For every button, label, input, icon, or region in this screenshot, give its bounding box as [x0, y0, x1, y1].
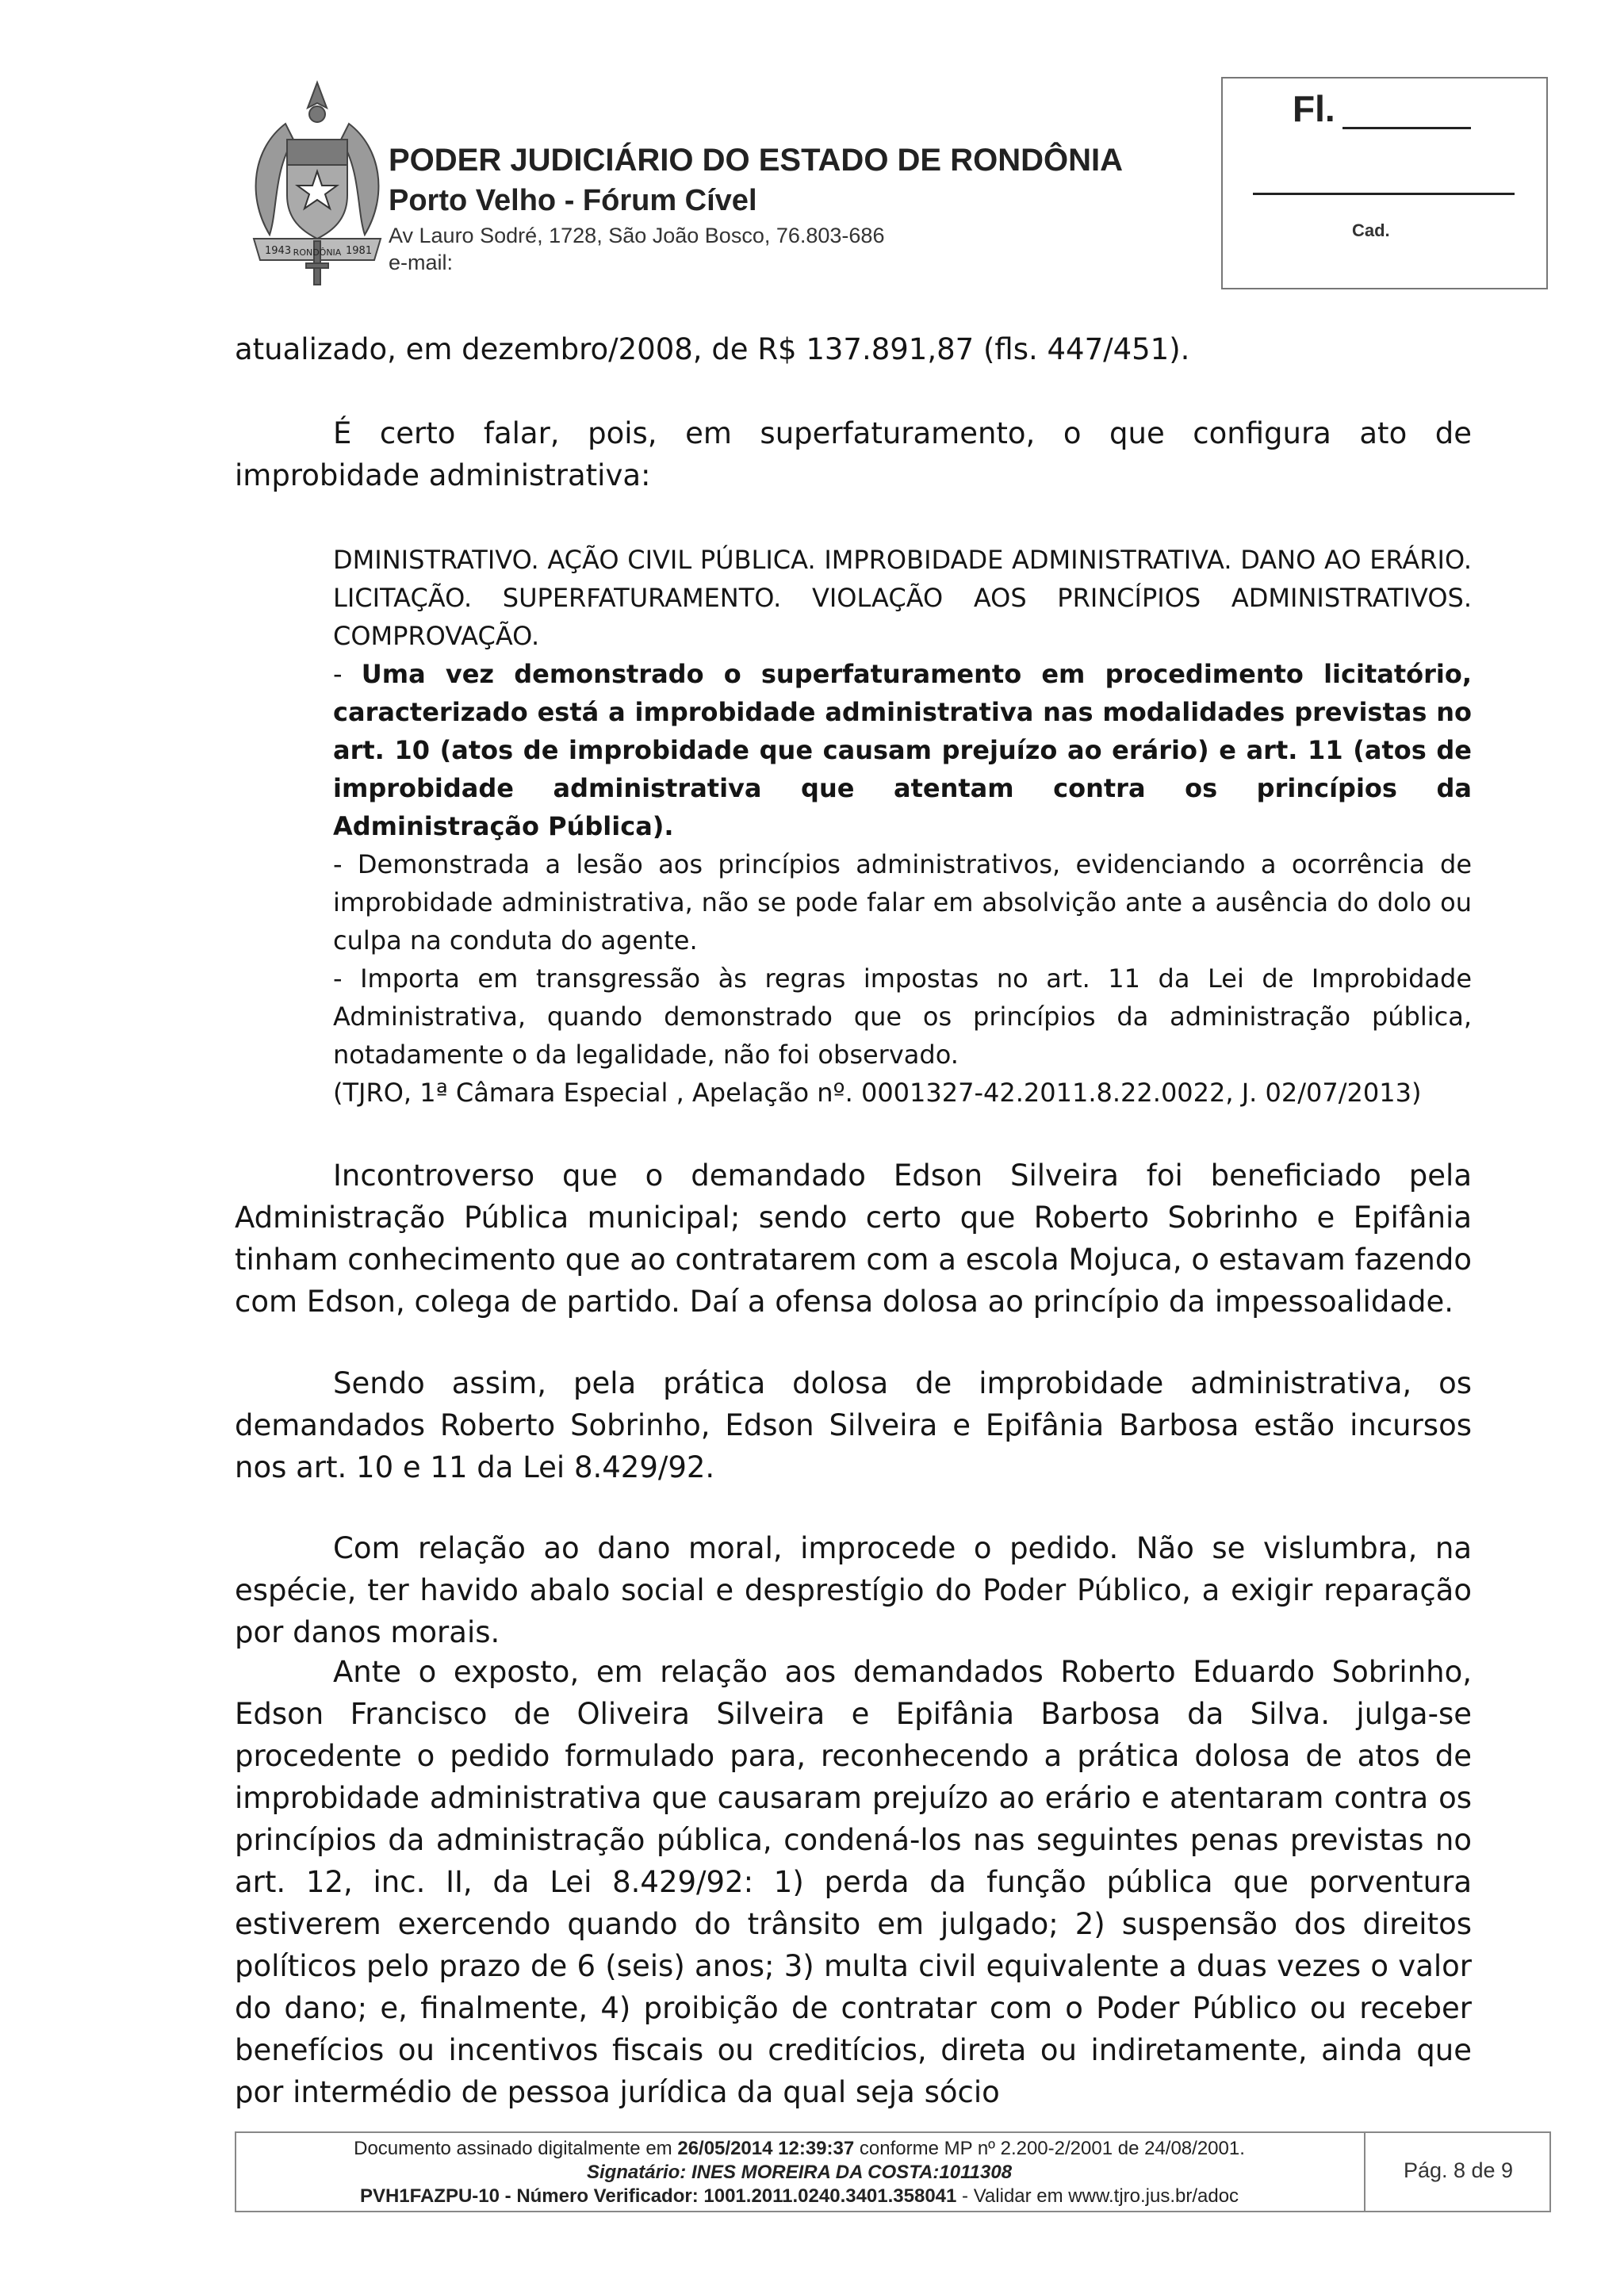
quote-item-1-bold: Uma vez demonstrado o superfaturamento em procedimento licitatório, caracterizado está a improbidade administrativa nas modalidades previstas no art. 10 (atos de improbidade que causam prejuízo ao erário) e art. 11 (atos de improbidade administrativa que atentam contra os princípios da Administração Pública).: [333, 659, 1473, 841]
quote-item-3: - Importa em transgressão às regras impostas no art. 11 da Lei de Improbidade Administrativa, quando demonstrado que os princípios da administração pública, notadamente o da legalidade, não foi observado.: [333, 963, 1472, 1070]
verifier-code: PVH1FAZPU-10 - Número Verificador: 1001.2011.0240.3401.358041: [359, 2185, 957, 2207]
quote-item-2: - Demonstrada a lesão aos princípios administrativos, evidenciando a ocorrência de improbidade administrativa, não se pode falar em absolvição ante a ausência do dolo ou culpa na conduta do agente.: [333, 849, 1472, 956]
quote-item-1-dash: -: [333, 659, 362, 689]
quote-item-1: [333, 655, 1472, 845]
crest-year-left: 1943: [265, 245, 292, 257]
sheet-label: Fl.: [1293, 88, 1335, 129]
verifier-link[interactable]: - Validar em www.tjro.jus.br/adoc: [956, 2185, 1239, 2207]
crest-year-right: 1981: [346, 245, 373, 257]
institution-name: PODER JUDICIÁRIO DO ESTADO DE RONDÔNIA: [389, 143, 1123, 178]
quote-heading: DMINISTRATIVO. AÇÃO CIVIL PÚBLICA. IMPROBIDADE ADMINISTRATIVA. DANO AO ERÁRIO. LICITAÇÃO. SUPERFATURAMENTO. VIOLAÇÃO AOS PRINCÍPIOS ADMINISTRATIVOS. COMPROVAÇÃO.: [333, 545, 1472, 651]
paragraph-3: Incontroverso que o demandado Edson Silveira foi beneficiado pela Administração Pública municipal; sendo certo que Roberto Sobrinho e Epifânia tinham conhecimento que ao contratarem com a escola Mojuca, o estavam fazendo com Edson, colega de partido. Daí a ofensa dolosa ao princípio da impessoalidade.: [235, 1158, 1472, 1319]
crest-ribbon-text: RONDÔNIA: [293, 247, 342, 258]
quote-citation: (TJRO, 1ª Câmara Especial , Apelação nº. 0001327-42.2011.8.22.0022, J. 02/07/2013): [333, 1078, 1422, 1108]
sheet-number-line: [1342, 127, 1471, 129]
signed-statement: [235, 2138, 1364, 2160]
signed-suffix: conforme MP nº 2.200-2/2001 de 24/08/2001.: [854, 2138, 1245, 2159]
cad-number-line: [1253, 193, 1515, 195]
signed-prefix: Documento assinado digitalmente em: [354, 2138, 678, 2159]
paragraph-2: É certo falar, pois, em superfaturamento, o que configura ato de improbidade administrativa:: [235, 416, 1472, 492]
court-email: e-mail:: [389, 251, 454, 274]
paragraph-1: atualizado, em dezembro/2008, de R$ 137.891,87 (fls. 447/451).: [235, 332, 1190, 366]
verifier-line: [235, 2185, 1364, 2208]
page-number: Pág. 8 de 9: [1403, 2158, 1514, 2182]
sheet-number-box: [1221, 77, 1548, 289]
paragraph-6: Ante o exposto, em relação aos demandados Roberto Eduardo Sobrinho, Edson Francisco de Oliveira Silveira e Epifânia Barbosa da Silva. julga-se procedente o pedido formulado para, reconhecendo a prática dolosa de atos de improbidade administrativa que causaram prejuízo ao erário e atentaram contra os princípios da administração pública, condená-los nas seguintes penas previstas no art. 12, inc. II, da Lei 8.429/92: 1) perda da função pública que porventura estiverem exercendo quando do trânsito em julgado; 2) suspensão dos direitos políticos pelo prazo de 6 (seis) anos; 3) multa civil equivalente a duas vezes o valor do dano; e, finalmente, 4) proibição de contratar com o Poder Público ou receber benefícios ou incentivos fiscais ou creditícios, direta ou indiretamente, ainda que por intermédio de pessoa jurídica da qual seja sócio: [235, 1655, 1472, 2109]
court-address: Av Lauro Sodré, 1728, São João Bosco, 76.803-686: [389, 224, 885, 247]
court-name: Porto Velho - Fórum Cível: [389, 184, 757, 217]
paragraph-5: Com relação ao dano moral, improcede o pedido. Não se vislumbra, na espécie, ter havido abalo social e desprestígio do Poder Público, a exigir reparação por danos morais.: [235, 1531, 1472, 1649]
state-crest-logo: [238, 76, 396, 290]
paragraph-4: Sendo assim, pela prática dolosa de improbidade administrativa, os demandados Roberto Sobrinho, Edson Silveira e Epifânia Barbosa estão incursos nos art. 10 e 11 da Lei 8.429/92.: [235, 1366, 1472, 1484]
signatory: Signatário: INES MOREIRA DA COSTA:1011308: [586, 2162, 1013, 2183]
cad-label: Cad.: [1352, 220, 1390, 240]
signed-date: 26/05/2014 12:39:37: [677, 2138, 855, 2159]
